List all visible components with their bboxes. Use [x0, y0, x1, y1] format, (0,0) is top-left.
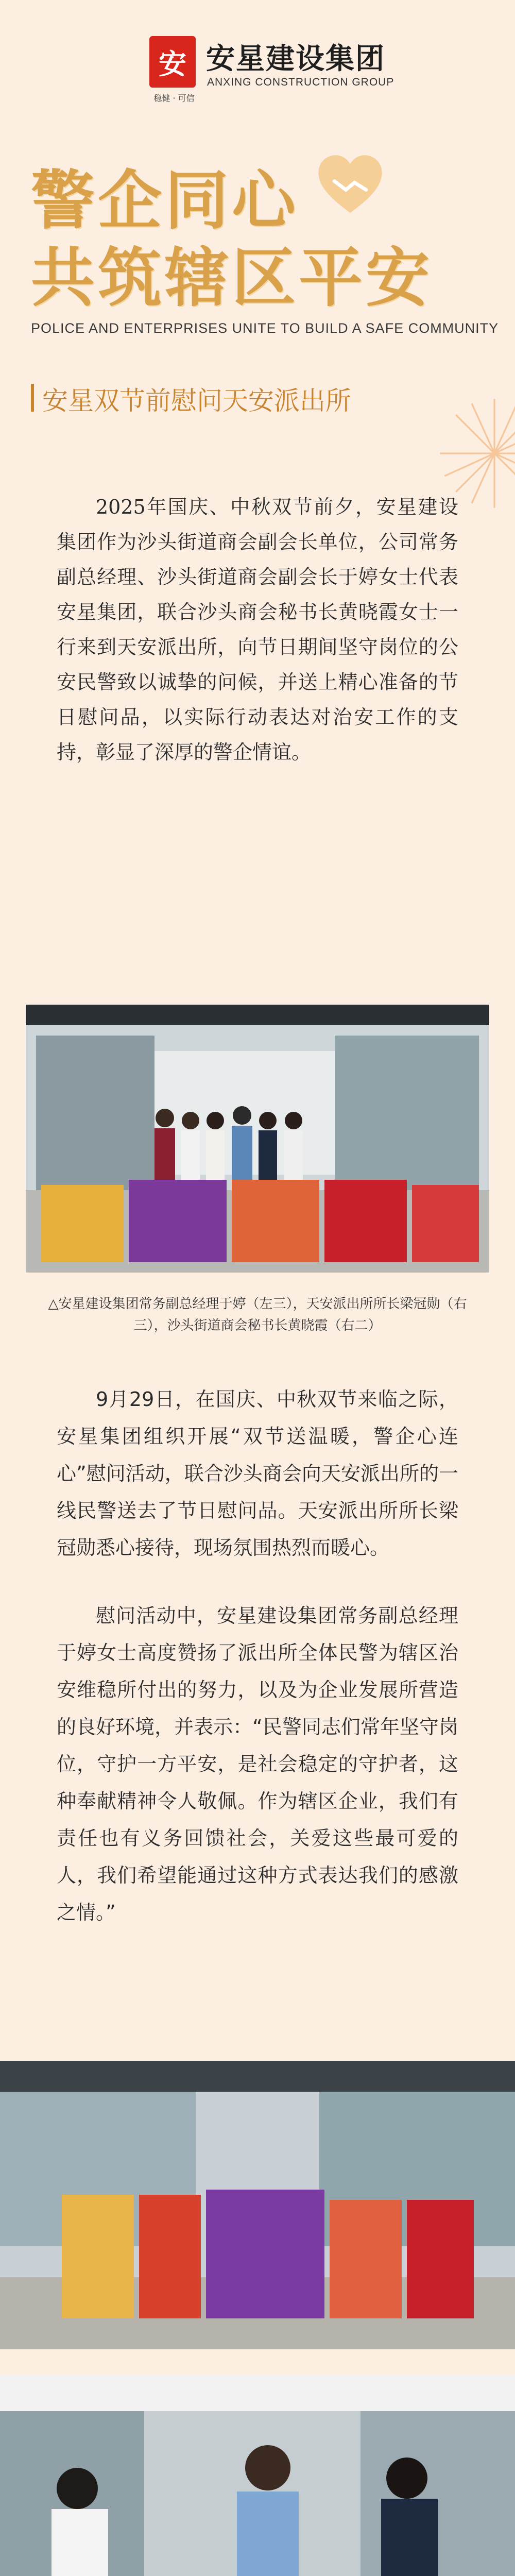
photo-caption: △安星建设集团常务副总经理于婷（左三），天安派出所所长梁冠勋（右三），沙头街道商会秘书长黄晓霞（右二）: [48, 1296, 467, 1333]
title-english: POLICE AND ENTERPRISES UNITE TO BUILD A SAFE COMMUNITY: [31, 320, 499, 336]
company-logo: [149, 36, 196, 88]
brand-name-en: ANXING CONSTRUCTION GROUP: [207, 76, 394, 88]
speech-paragraph: 慰问活动中，安星建设集团常务副总经理于婷女士高度赞扬了派出所全体民警为辖区治安维稳所付出的努力，以及为企业发展所营造的良好环境，并表示：“民警同志们常年坚守岗位，守护一方平安，是社会稳定的守护者，这种奉献精神令人敬佩。作为辖区企业，我们有责任也有义务回馈社会，关爱这些最可爱的人，我们希望能通过这种方式表达我们的感激之情。”: [57, 1604, 458, 1924]
photo-gift-boxes: [0, 2061, 515, 2349]
title-line-2: 共筑辖区平安: [31, 241, 433, 315]
title-line-1: 警企同心: [31, 164, 299, 238]
logo-glyph: 安: [159, 47, 186, 80]
photo-delegation-group: [26, 1005, 489, 1273]
handshake-heart-icon: [314, 149, 386, 222]
subtitle-accent-bar: [31, 384, 34, 412]
header: [0, 0, 515, 129]
activity-paragraph: 9月29日，在国庆、中秋双节来临之际，安星集团组织开展“双节送温暖，警企心连心”慰问活动，联合沙头商会向天安派出所的一线民警送去了节日慰问品。天安派出所所长梁冠勋悉心接待，现场氛围热烈而暖心。: [57, 1388, 458, 1559]
intro-paragraph: 2025年国庆、中秋双节前夕，安星建设集团作为沙头街道商会副会长单位，公司常务副总经理、沙头街道商会副会长于婷女士代表安星集团，联合沙头商会秘书长黄晓霞女士一行来到天安派出所，向节日期间坚守岗位的公安民警致以诚挚的问候，并送上精心准备的节日慰问品，以实际行动表达对治安工作的支持，彰显了深厚的警企情谊。: [57, 496, 458, 764]
brand-name-cn: 安星建设集团: [206, 42, 385, 76]
photo-handshake: [0, 2375, 515, 2576]
logo-slogan: 稳健 · 可信: [153, 93, 195, 103]
subtitle: 安星双节前慰问天安派出所: [42, 386, 351, 416]
